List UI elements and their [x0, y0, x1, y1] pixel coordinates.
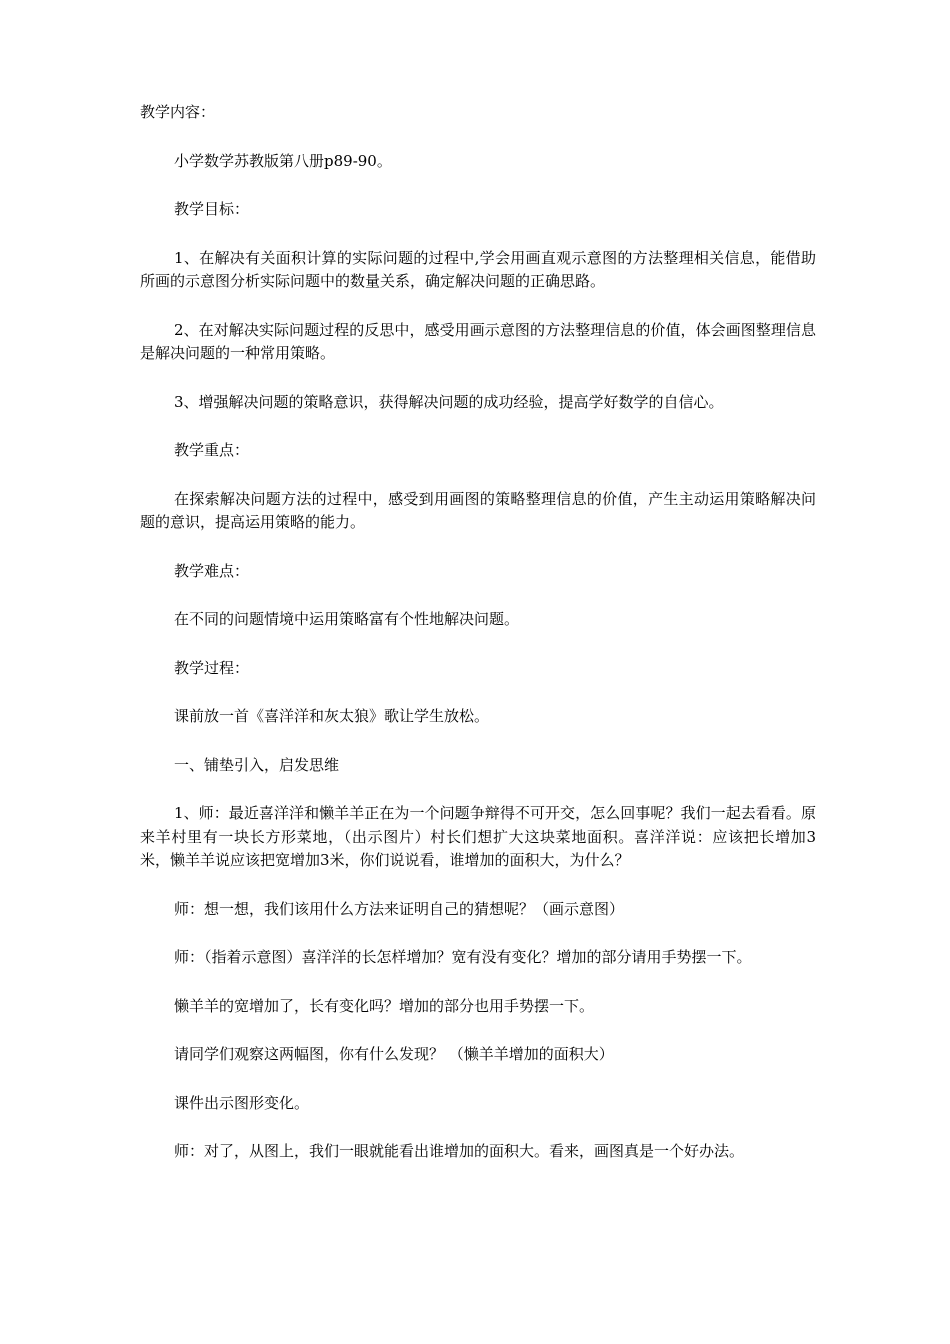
- section-1-item-1: 1、师：最近喜洋洋和懒羊羊正在为一个问题争辩得不可开交，怎么回事呢？我们一起去看看。原来羊村里有一块长方形菜地，（出示图片）村长们想扩大这块菜地面积。喜洋洋说：应该把长增加3米，懒羊羊说应该把宽增加3米，你们说说看，谁增加的面积大，为什么？: [140, 804, 816, 869]
- heading-teaching-process: 教学过程：: [174, 658, 250, 677]
- lazy-sheep-text: 懒羊羊的宽增加了，长有变化吗？增加的部分也用手势摆一下。: [174, 996, 595, 1015]
- section-1-title: 一、铺垫引入，启发思维: [174, 755, 340, 774]
- heading-key-points: 教学重点：: [174, 441, 250, 459]
- textbook-reference: 小学数学苏教版第八册p89-90。: [174, 151, 392, 170]
- goal-item-2: 2、在对解决实际问题过程的反思中，感受用画示意图的方法整理信息的价值，体会画图整理信息是解决问题的一种常用策略。: [140, 320, 816, 362]
- goal-item-3: 3、增强解决问题的策略意识，获得解决问题的成功经验，提高学好数学的自信心。: [174, 392, 724, 411]
- key-points-text: 在探索解决问题方法的过程中，感受到用画图的策略整理信息的价值，产生主动运用策略解决问题的意识，提高运用策略的能力。: [140, 489, 816, 531]
- teacher-conclusion: 师：对了，从图上，我们一眼就能看出谁增加的面积大。看来，画图真是一个好办法。: [174, 1142, 745, 1160]
- warmup-text: 课前放一首《喜洋洋和灰太狼》歌让学生放松。: [174, 707, 490, 725]
- heading-teaching-goals: 教学目标：: [174, 200, 250, 218]
- difficulties-text: 在不同的问题情境中运用策略富有个性地解决问题。: [174, 610, 520, 628]
- goal-item-1: 1、在解决有关面积计算的实际问题的过程中,学会用画直观示意图的方法整理相关信息，能借助所画的示意图分析实际问题中的数量关系，确定解决问题的正确思路。: [140, 248, 816, 290]
- teacher-question-1: 师：想一想，我们该用什么方法来证明自己的猜想呢？（画示意图）: [174, 899, 625, 918]
- courseware-text: 课件出示图形变化。: [174, 1093, 310, 1112]
- observe-question: 请同学们观察这两幅图，你有什么发现？ （懒羊羊增加的面积大）: [174, 1045, 614, 1063]
- heading-teaching-content: 教学内容：: [140, 103, 216, 121]
- document-body: [140, 101, 816, 1189]
- heading-difficulties: 教学难点：: [174, 561, 250, 580]
- teacher-question-2: 师：（指着示意图）喜洋洋的长怎样增加？宽有没有变化？增加的部分请用手势摆一下。: [174, 948, 752, 966]
